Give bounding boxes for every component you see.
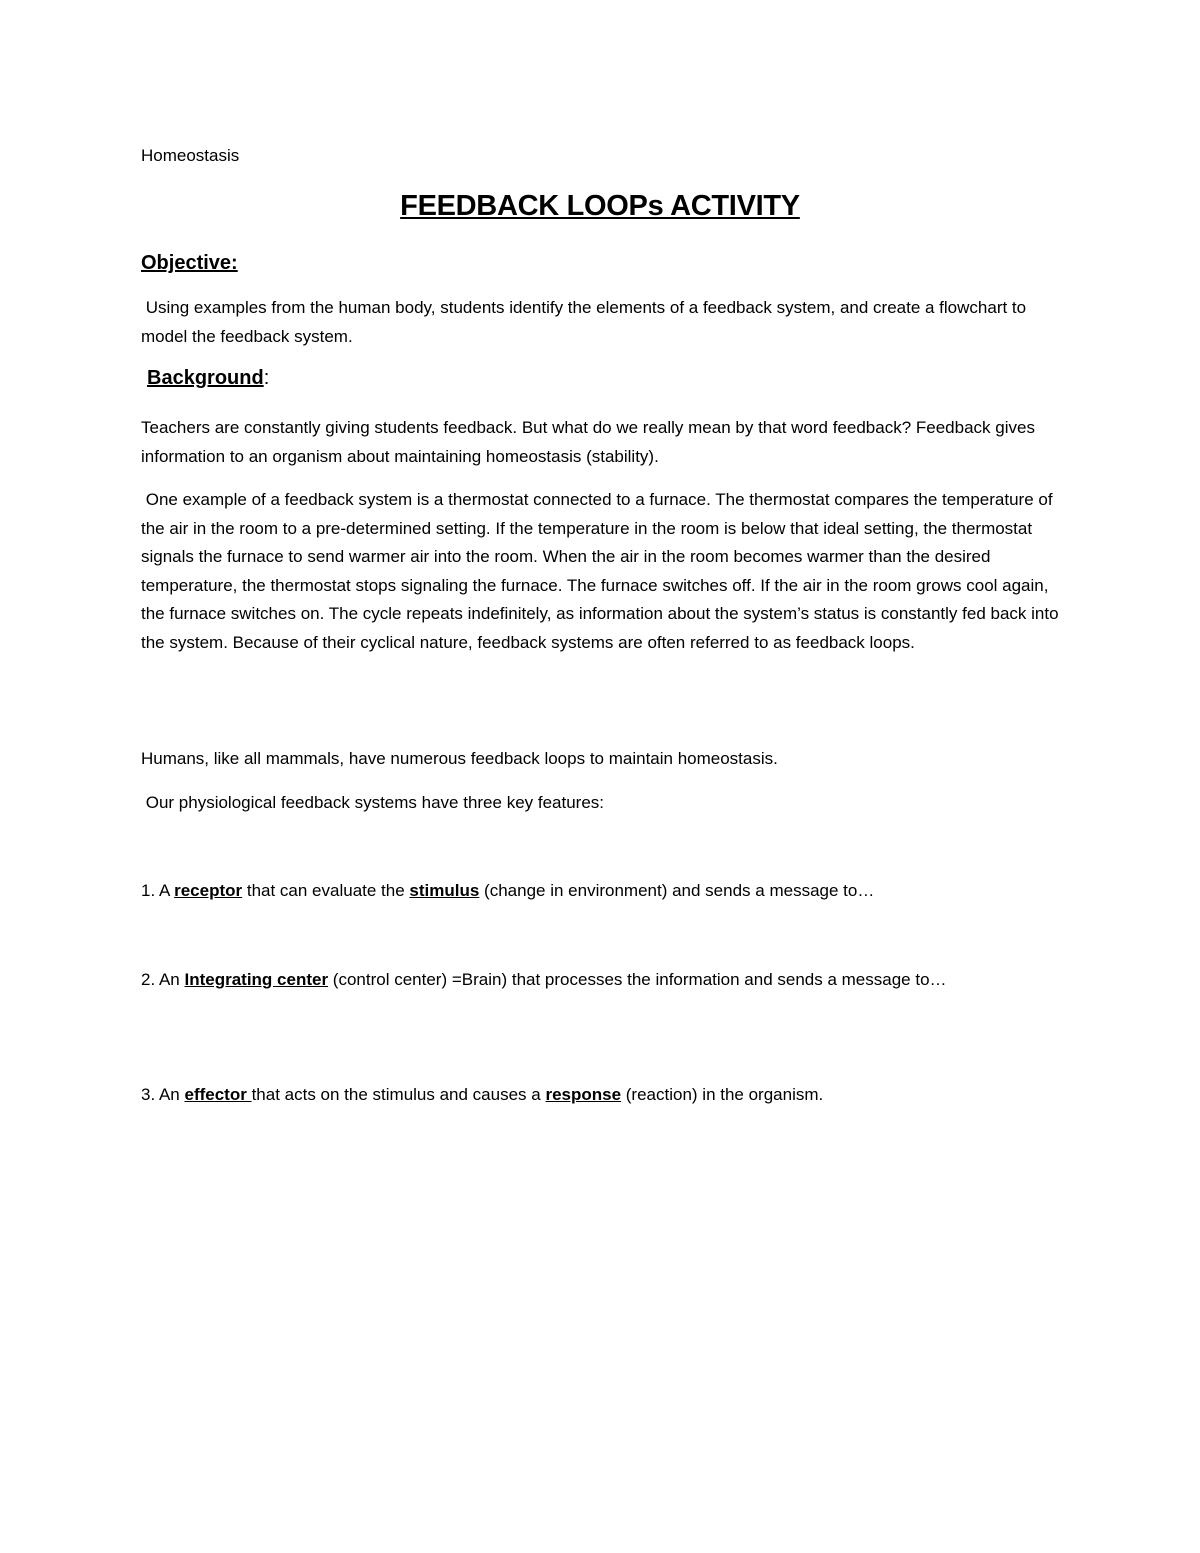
background-paragraph-1: Teachers are constantly giving students feedback. But what do we really mean by that word feedback? Feedback gives information to an organism about maintaining homeostasis (stability). xyxy=(141,418,1035,466)
feature-item-receptor xyxy=(141,877,1061,906)
feature-1-term-stimulus: stimulus xyxy=(409,881,480,900)
feature-2-prefix: 2. An xyxy=(141,970,185,989)
feature-1-rest: (change in environment) and sends a message to… xyxy=(479,881,875,900)
feature-item-integrating-center xyxy=(141,966,1061,995)
feature-3-term-effector: effector xyxy=(184,1085,252,1104)
feature-1-term-receptor: receptor xyxy=(174,881,243,900)
objective-text: Using examples from the human body, students identify the elements of a feedback system, and create a flowchart to model the feedback system. xyxy=(141,298,1031,346)
background-paragraph-4: Our physiological feedback systems have three key features: xyxy=(141,793,605,812)
feature-3-rest: (reaction) in the organism. xyxy=(621,1085,824,1104)
header-label: Homeostasis xyxy=(141,146,240,165)
background-heading xyxy=(147,367,269,390)
objective-heading xyxy=(141,252,238,275)
feature-1-prefix: 1. A xyxy=(141,881,175,900)
background-paragraph-3: Humans, like all mammals, have numerous feedback loops to maintain homeostasis. xyxy=(141,749,778,768)
feature-3-term-response: response xyxy=(545,1085,622,1104)
feature-2-rest: (control center) =Brain) that processes the information and sends a message to… xyxy=(328,970,947,989)
feature-item-effector xyxy=(141,1081,1061,1110)
document-title: FEEDBACK LOOPs ACTIVITY xyxy=(400,190,800,222)
background-heading-text: Background xyxy=(147,367,264,389)
background-heading-colon: : xyxy=(263,367,270,389)
feature-3-prefix: 3. An xyxy=(141,1085,185,1104)
feature-1-mid: that can evaluate the xyxy=(242,881,410,900)
objective-heading-text: Objective: xyxy=(141,252,238,274)
background-paragraph-2: One example of a feedback system is a thermostat connected to a furnace. The thermostat compares the temperature of the air in the room to a pre-determined setting. If the temperature in the room is below that ideal setting, the thermostat signals the furnace to send warmer air into the room. When the air in the room becomes warmer than the desired temperature, the thermostat stops signaling the furnace. The furnace switches off. If the air in the room grows cool again, the furnace switches on. The cycle repeats indefinitely, as information about the system’s status is constantly fed back into the system. Because of their cyclical nature, feedback systems are often referred to as feedback loops. xyxy=(141,490,1064,652)
feature-2-term-integrating-center: Integrating center xyxy=(184,970,329,989)
feature-3-mid: that acts on the stimulus and causes a xyxy=(251,1085,546,1104)
